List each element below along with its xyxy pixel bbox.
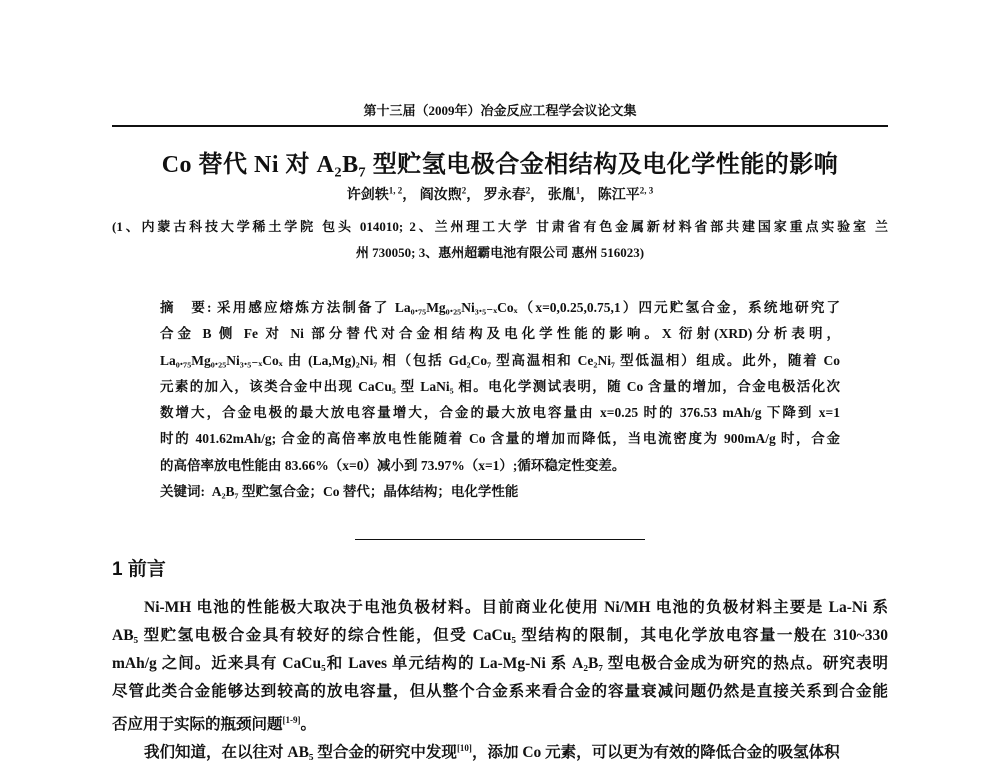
paper-title: Co 替代 Ni 对 A₂B₇ 型贮氢电极合金相结构及电化学性能的影响 (161, 152, 839, 178)
body-text: ，添加 Co 元素，可以更为有效的降低合金的吸氢体积 (471, 744, 840, 761)
body-text: 我们知道，在以往对 AB₅ 型合金的研究中发现 (144, 744, 457, 761)
author-affiliation: 2 (525, 185, 531, 196)
affiliation-line: 州 730050; 3、惠州超霸电池有限公司 惠州 516023) (355, 245, 645, 260)
section-heading: 1 前言 (112, 559, 166, 580)
abstract-line (160, 295, 840, 321)
section-body (112, 594, 888, 762)
abstract (160, 295, 840, 505)
body-line: AB₅ 型贮氢电极合金具有较好的综合性能，但受 CaCu₅ 型结构的限制，其电化学放电容量一般在 310~330 (112, 627, 888, 644)
keywords (160, 479, 840, 505)
abstract-label: 摘 要: (160, 300, 212, 315)
body-text: 。 (300, 716, 317, 733)
abstract-line: 时的 401.62mAh/g; 合金的高倍率放电性能随着 Co 含量的增加而降低，当电流密度为 900mA/g 时，合金 (160, 431, 840, 447)
body-line (112, 706, 888, 734)
author: 陈江平 (597, 188, 640, 203)
separator-rule (355, 539, 645, 540)
header-rule (112, 125, 888, 127)
abstract-line: 数增大，合金电极的最大放电容量增大，合金的最大放电容量由 x=0.25 时的 376.53 mAh/g 下降到 x=1 (160, 405, 840, 421)
author-affiliation: 1 (575, 185, 581, 196)
abstract-line: 合金 B 侧 Fe 对 Ni 部分替代对合金相结构及电化学性能的影响。X 衍射(XRD)分析表明， (160, 326, 840, 342)
abstract-text: 采用感应熔炼方法制备了 La₀.₇₅Mg₀.₂₅Ni₃.₅₋ₓCoₓ（x=0,0.25,0.75,1）四元贮氢合金，系统地研究了 (217, 300, 841, 315)
citation: [10] (456, 743, 472, 753)
author-affiliation: 2, 3 (639, 185, 654, 196)
abstract-line: 元素的加入，该类合金中出现 CaCu₅ 型 LaNi₅ 相。电化学测试表明，随 Co 含量的增加，合金电极活化次 (160, 378, 840, 394)
abstract-line: 的高倍率放电性能由 83.66%（x=0）减小到 73.97%（x=1）;循环稳定性变差。 (160, 457, 626, 473)
author: 阎汝煦 (419, 188, 462, 203)
author: 张胤 (547, 188, 576, 203)
body-line (112, 734, 888, 762)
keywords-text: A₂B₇ 型贮氢合金；Co 替代；晶体结构；电化学性能 (211, 484, 519, 500)
body-line: 尽管此类合金能够达到较高的放电容量，但从整个合金系来看合金的容量衰减问题仍然是直接关系到合金能 (112, 683, 888, 700)
citation: [1-9] (282, 715, 301, 725)
body-text: 否应用于实际的瓶颈问题 (112, 716, 283, 733)
author-affiliation: 2 (461, 185, 467, 196)
author-affiliation: 1, 2 (388, 185, 403, 196)
author: 许剑轶 (346, 188, 389, 203)
abstract-line: La₀.₇₅Mg₀.₂₅Ni₃.₅₋ₓCoₓ 由 (La,Mg)₂Ni₇ 相（包括 Gd₂Co₇ 型高温相和 Ce₂Ni₇ 型低温相）组成。此外，随着 Co (160, 352, 840, 368)
running-header: 第十三届（2009年）冶金反应工程学会议论文集 (363, 103, 637, 118)
body-line: mAh/g 之间。近来具有 CaCu₅和 Laves 单元结构的 La-Mg-Ni 系 A₂B₇ 型电极合金成为研究的热点。研究表明 (112, 655, 888, 672)
author-list: 许剑轶$^{1, 2}$， 阎汝煦$^2$， 罗永春$^2$， 张胤$^1$， 陈江平$^{2, 3}$ (346, 185, 654, 203)
keywords-label: 关键词: (160, 484, 205, 500)
body-line: Ni-MH 电池的性能极大取决于电池负极材料。目前商业化使用 Ni/MH 电池的负极材料主要是 La-Ni 系 (144, 599, 888, 616)
author: 罗永春 (483, 188, 526, 203)
affiliation-line: (1、内蒙古科技大学稀土学院 包头 014010; 2、兰州理工大学 甘肃省有色金属新材料省部共建国家重点实验室 兰 (112, 219, 888, 234)
